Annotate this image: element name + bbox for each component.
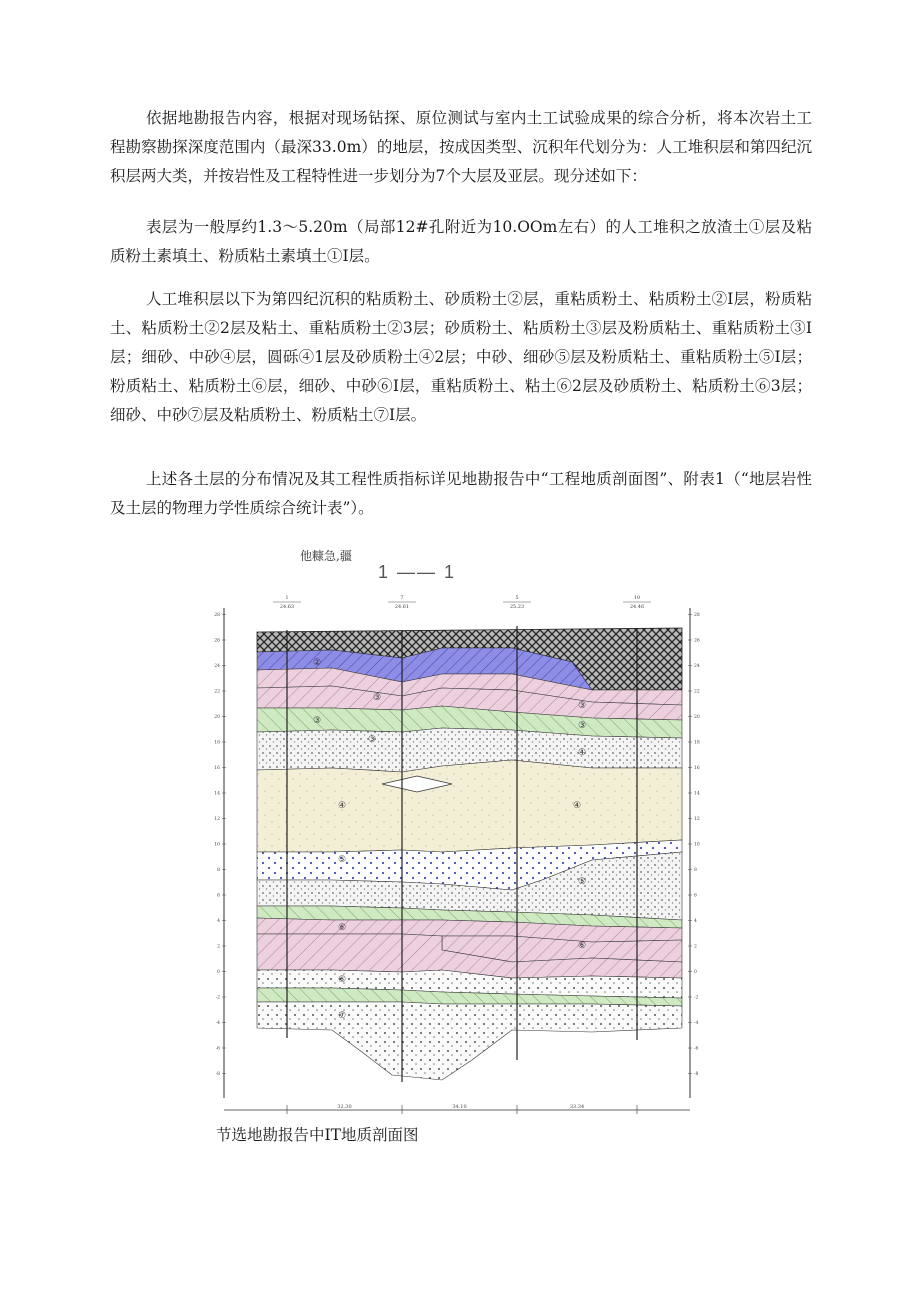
stratum-7-gray-dots xyxy=(257,1002,682,1080)
layer-label: ③ xyxy=(367,735,377,745)
paragraph-quaternary-layers xyxy=(110,285,812,430)
layer-label: ⑥ xyxy=(577,941,587,951)
scale-label-left: 8 xyxy=(217,868,220,873)
scale-label-right: 6 xyxy=(694,893,697,899)
scale-label-left: 2 xyxy=(217,944,220,950)
scale-label-right: -4 xyxy=(694,1021,699,1026)
scale-label-right: 24 xyxy=(694,664,700,669)
scale-label-left: -6 xyxy=(215,1046,220,1052)
layer-label: ③ xyxy=(577,721,587,731)
borehole-headers xyxy=(273,595,651,610)
scale-label-left: -4 xyxy=(215,1021,220,1026)
layer-label: ③ xyxy=(372,693,382,703)
borehole-id: 7 xyxy=(400,595,404,601)
geological-section-figure xyxy=(212,590,702,1120)
layer-label: ⑤ xyxy=(337,855,347,865)
scale-label-right: -6 xyxy=(694,1046,699,1052)
scale-label-right: 28 xyxy=(694,613,700,618)
paragraph-strata-summary xyxy=(110,104,812,191)
scale-label-left: 16 xyxy=(214,766,220,771)
scale-label-left: 6 xyxy=(217,893,220,899)
layer-label: ④ xyxy=(572,801,582,811)
paragraph-text: 人工堆积层以下为第四纪沉积的粘质粉土、砂质粉土②层，重粘质粉土、粘质粉土②I层，粉质粘土、粘质粉土②2层及粘土、重粘质粉土②3层；砂质粉土、粘质粉土③层及粉质粘土、重粘质粉土③I层；细砂、中砂④层，圆砾④1层及砂质粉土④2层；中砂、细砂⑤层及粉质粘土、重粘质粉土⑤I层；粉质粘土、粘质粉土⑥层，细砂、中砂⑥I层，重粘质粉土、粘土⑥2层及砂质粉土、粘质粉土⑥3层；细砂、中砂⑦层及粘质粉土、粉质粘土⑦I层。 xyxy=(110,290,812,424)
borehole-id: 1 xyxy=(285,595,289,601)
scale-label-left: -8 xyxy=(215,1072,220,1077)
layer-label: ④ xyxy=(577,748,587,758)
borehole-elevation: 24.46 xyxy=(629,604,645,610)
layer-label: ③ xyxy=(312,716,322,726)
scale-label-left: 10 xyxy=(214,842,220,848)
scale-label-right: 16 xyxy=(694,766,700,771)
scale-label-right: 12 xyxy=(694,817,700,822)
paragraph-reference xyxy=(110,465,812,523)
borehole-id: 10 xyxy=(633,595,641,601)
layer-label: ④ xyxy=(337,801,347,811)
paragraph-text: 表层为一般厚约1.3～5.20m（局部12#孔附近为10.OOm左右）的人工堆积之放渣土①层及粘质粉土素填土、粉质粘土素填土①I层。 xyxy=(110,218,812,265)
scale-label-right: 0 xyxy=(694,970,697,975)
scale-label-left: 18 xyxy=(214,740,220,746)
borehole-elevation: 24.63 xyxy=(279,604,295,610)
figure-section-label: 1 —— 1 xyxy=(378,562,457,582)
paragraph-text: 依据地勘报告内容，根据对现场钻探、原位测试与室内土工试验成果的综合分析，将本次岩土工程勘察勘探深度范围内（最深33.0m）的地层，按成因类型、沉积年代划分为：人工堆积层和第四纪沉积层两大类，并按岩性及工程特性进一步划分为7个大层及亚层。现分述如下： xyxy=(110,109,812,185)
scale-label-right: 18 xyxy=(694,740,700,746)
scale-label-right: 4 xyxy=(694,919,697,924)
scale-label-left: 14 xyxy=(214,791,220,797)
spacing-labels xyxy=(287,1104,637,1114)
borehole-elevation: 24.61 xyxy=(394,604,410,610)
stratum-4-sand xyxy=(257,760,682,852)
spacing-label: 32.30 xyxy=(337,1104,352,1110)
figure-caption: 节选地勘报告中IT地质剖面图 xyxy=(216,1126,419,1144)
spacing-label: 33.34 xyxy=(569,1104,585,1110)
borehole-id: 5 xyxy=(515,595,519,601)
scale-label-right: 20 xyxy=(694,715,700,720)
paragraph-text: 上述各土层的分布情况及其工程性质指标详见地勘报告中“工程地质剖面图”、附表1（“地层岩性及土层的物理力学性质综合统计表”）。 xyxy=(110,470,812,517)
layer-label: ⑤ xyxy=(577,877,587,887)
scale-label-right: 22 xyxy=(694,689,700,695)
figure-title: 他糠急,疆 xyxy=(300,549,352,563)
layer-label: ⑥ xyxy=(337,975,347,985)
scale-label-right: 26 xyxy=(694,638,700,644)
layer-label: ⑦ xyxy=(337,1011,347,1021)
layer-label: ③ xyxy=(577,701,587,711)
borehole-elevation: 25.23 xyxy=(509,604,525,610)
scale-label-left: 0 xyxy=(217,970,220,975)
scale-label-left: -2 xyxy=(215,995,220,1001)
layer-label: ⑥ xyxy=(337,923,347,933)
scale-label-right: 14 xyxy=(694,791,700,797)
scale-label-right: 10 xyxy=(694,842,700,848)
scale-label-left: 4 xyxy=(217,919,220,924)
scale-label-left: 26 xyxy=(214,638,220,644)
layer-label: ② xyxy=(312,658,322,668)
spacing-label: 34.10 xyxy=(452,1104,467,1110)
scale-label-left: 24 xyxy=(214,664,220,669)
scale-label-right: -2 xyxy=(694,995,699,1001)
scale-label-left: 20 xyxy=(214,715,220,720)
scale-label-left: 12 xyxy=(214,817,220,822)
paragraph-surface-layer xyxy=(110,213,812,271)
scale-label-right: 2 xyxy=(694,944,697,950)
scale-label-left: 28 xyxy=(214,613,220,618)
scale-label-right: -8 xyxy=(694,1072,699,1077)
scale-label-left: 22 xyxy=(214,689,220,695)
scale-label-right: 8 xyxy=(694,868,697,873)
